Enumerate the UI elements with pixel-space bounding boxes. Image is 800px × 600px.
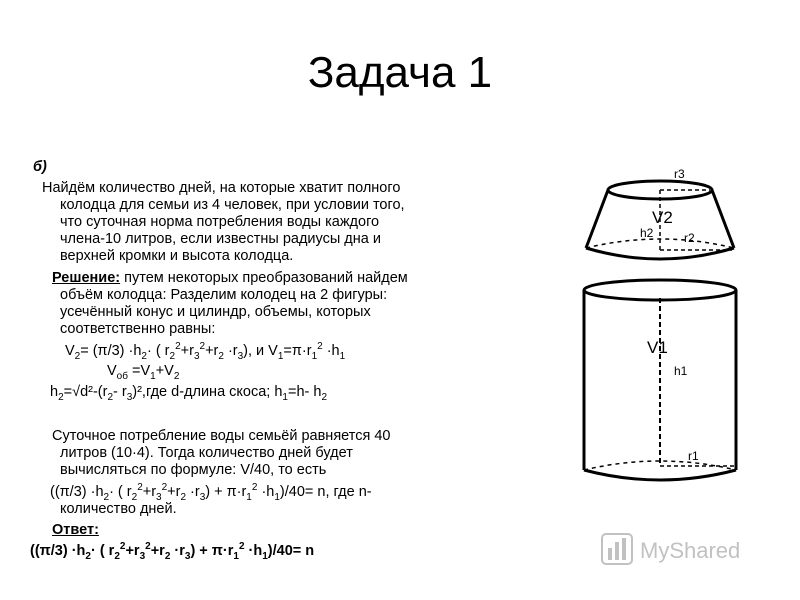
label-r1: r1 [688, 449, 699, 463]
cylinder-bottom-front [584, 470, 736, 480]
cylinder-top-ellipse [584, 280, 736, 300]
problem-line-2: колодца для семьи из 4 человек, при условии того, [60, 197, 405, 213]
answer-label: Ответ: [52, 522, 99, 538]
label-h2: h2 [640, 226, 654, 240]
frustum-right-edge [712, 190, 734, 248]
part-label: б) [33, 159, 47, 175]
label-v1: V1 [647, 338, 668, 357]
formula-heights: $h_2=√d^2-(r_2-$ $r_3)^2,где$ d-длина скоса; $h_1=h-$ $h_2$ [50, 384, 328, 403]
solution-line-4: соответственно равны: [60, 321, 216, 337]
slide-title: Задача 1 [307, 48, 493, 97]
label-r2: r2 [684, 231, 695, 245]
problem-line-3: что суточная норма потребления воды каждого [60, 214, 380, 230]
formula-total-volume: $V_{об} =V_1+V_2$ [107, 363, 180, 382]
problem-line-5: верхней кромки и высота колодца. [60, 248, 294, 264]
watermark-icon [600, 530, 780, 570]
consumption-line-2: литров (10·4). Тогда количество дней будет [60, 445, 353, 461]
solution-line-3: усечённый конус и цилиндр, объемы, которых [60, 304, 371, 320]
cylinder [584, 280, 736, 480]
solution-label: Решение: [52, 270, 121, 286]
answer-formula: ($(\pi/3) \cdot h_2\cdot$ ( $r_2^2+r_3^2+r_2 \cdot r_3) + \pi\cdot r_1^2 \cdot h_1)/40= n$ [30, 541, 315, 562]
problem-line-4: члена-10 литров, если известны радиусы дна и [60, 231, 381, 247]
watermark-logo [600, 530, 780, 570]
days-formula: ($(\pi/3) \cdot h_2\cdot$ ( $r_2^2+r_3^2+r_2 \cdot r_3) + \pi\cdot r_1^2 \cdot h_1)/40= n$, где n- [50, 482, 372, 503]
svg-text:MyShared: MyShared [640, 538, 741, 563]
label-v2: V2 [652, 208, 673, 227]
consumption-line-3: вычисляться по формуле: V/40, то есть [60, 462, 327, 478]
days-formula-line-2: количество дней. [60, 501, 177, 517]
frustum-left-edge [586, 190, 608, 248]
solution-line-1 [52, 270, 408, 287]
problem-line-1: Найдём количество дней, на которые хватит полного [42, 180, 401, 196]
label-h1: h1 [674, 364, 688, 378]
solution-first-text: путем некоторых преобразований найдем [120, 270, 408, 286]
well-figure [570, 160, 750, 490]
formula-volumes: $V_2= (\pi/3) \cdot h_2\cdot$ ( $r_2^2+r_3^2+r_2 \cdot r_3$), и $V_1=\pi\cdot r_1^2 \cdot h_1$ [65, 341, 346, 362]
solution-line-2: объём колодца: Разделим колодец на 2 фигуры: [60, 287, 388, 303]
consumption-line-1: Суточное потребление воды семьёй равняется 40 [52, 428, 391, 444]
label-r3: r3 [674, 167, 685, 181]
